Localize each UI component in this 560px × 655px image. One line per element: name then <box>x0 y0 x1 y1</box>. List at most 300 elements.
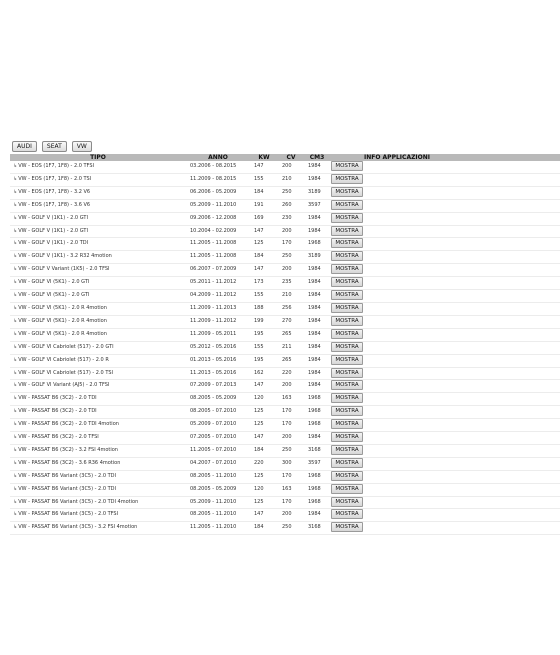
tipo-text: VW - GOLF VI (5K1) - 2.0 R 4motion <box>18 304 107 311</box>
vehicle-table <box>10 154 560 535</box>
cell-kw: 184 <box>250 186 278 199</box>
cell-info <box>330 432 560 445</box>
cell-info <box>330 251 560 264</box>
cell-cv: 200 <box>278 161 304 173</box>
cell-cv: 250 <box>278 522 304 535</box>
tipo-text: VW - PASSAT B6 Variant (3C5) - 2.0 TDI <box>18 485 116 492</box>
cell-cm3: 1968 <box>304 470 330 483</box>
cell-kw: 184 <box>250 522 278 535</box>
cell-cm3: 1984 <box>304 432 330 445</box>
arrow-icon: ↳ <box>13 292 18 299</box>
cell-cm3: 1984 <box>304 315 330 328</box>
arrow-icon: ↳ <box>13 214 18 221</box>
cell-kw: 125 <box>250 238 278 251</box>
arrow-icon: ↳ <box>13 511 18 518</box>
table-row <box>10 173 560 186</box>
cell-tipo <box>10 264 186 277</box>
tipo-text: VW - EOS (1F7, 1F8) - 3.2 V6 <box>18 188 91 195</box>
brand-button-audi[interactable]: AUDI <box>12 141 37 152</box>
header-tipo: TIPO <box>10 154 186 161</box>
cell-cm3: 1984 <box>304 225 330 238</box>
cell-anno: 09.2006 - 12.2008 <box>186 212 250 225</box>
tipo-text: VW - PASSAT B6 (3C2) - 3.2 FSI 4motion <box>18 446 118 453</box>
cell-kw: 191 <box>250 199 278 212</box>
tipo-text: VW - GOLF VI Cabriolet (517) - 2.0 GTI <box>18 343 114 350</box>
arrow-icon: ↳ <box>13 343 18 350</box>
cell-info <box>330 315 560 328</box>
mostra-button[interactable]: MOSTRA <box>331 368 363 378</box>
cell-info <box>330 496 560 509</box>
cell-cv: 265 <box>278 354 304 367</box>
mostra-button[interactable]: MOSTRA <box>331 200 363 210</box>
cell-cv: 256 <box>278 302 304 315</box>
mostra-button[interactable]: MOSTRA <box>331 264 363 274</box>
cell-cm3: 1984 <box>304 264 330 277</box>
arrow-icon: ↳ <box>13 434 18 441</box>
table-row <box>10 161 560 173</box>
cell-cm3: 3189 <box>304 251 330 264</box>
cell-tipo <box>10 302 186 315</box>
mostra-button[interactable]: MOSTRA <box>331 522 363 532</box>
cell-cm3: 1984 <box>304 354 330 367</box>
cell-kw: 147 <box>250 225 278 238</box>
cell-kw: 173 <box>250 277 278 290</box>
cell-tipo <box>10 341 186 354</box>
cell-kw: 120 <box>250 393 278 406</box>
cell-info <box>330 393 560 406</box>
page-content <box>0 141 560 535</box>
cell-anno: 07.2009 - 07.2013 <box>186 380 250 393</box>
cell-cv: 250 <box>278 444 304 457</box>
cell-cv: 200 <box>278 509 304 522</box>
cell-anno: 08.2005 - 11.2010 <box>186 509 250 522</box>
arrow-icon: ↳ <box>13 227 18 234</box>
mostra-button[interactable]: MOSTRA <box>331 251 363 261</box>
cell-cm3: 3189 <box>304 186 330 199</box>
cell-kw: 220 <box>250 457 278 470</box>
table-row <box>10 419 560 432</box>
mostra-button[interactable]: MOSTRA <box>331 303 363 313</box>
table-row <box>10 483 560 496</box>
mostra-button[interactable]: MOSTRA <box>331 342 363 352</box>
cell-cm3: 1984 <box>304 328 330 341</box>
arrow-icon: ↳ <box>13 459 18 466</box>
cell-cm3: 1984 <box>304 161 330 173</box>
cell-cv: 200 <box>278 225 304 238</box>
tipo-text: VW - PASSAT B6 Variant (3C5) - 3.2 FSI 4motion <box>18 524 138 531</box>
cell-tipo <box>10 354 186 367</box>
mostra-button[interactable]: MOSTRA <box>331 509 363 519</box>
table-row <box>10 341 560 354</box>
cell-info <box>330 380 560 393</box>
table-row <box>10 212 560 225</box>
cell-kw: 155 <box>250 341 278 354</box>
cell-cm3: 3168 <box>304 444 330 457</box>
cell-cv: 250 <box>278 186 304 199</box>
arrow-icon: ↳ <box>13 472 18 479</box>
cell-info <box>330 302 560 315</box>
tipo-text: VW - GOLF VI (5K1) - 2.0 R 4motion <box>18 317 107 324</box>
cell-kw: 125 <box>250 470 278 483</box>
cell-cm3: 1984 <box>304 290 330 303</box>
cell-cm3: 1984 <box>304 302 330 315</box>
mostra-button[interactable]: MOSTRA <box>331 329 363 339</box>
arrow-icon: ↳ <box>13 408 18 415</box>
cell-cv: 235 <box>278 277 304 290</box>
cell-cv: 250 <box>278 251 304 264</box>
table-body <box>10 161 560 535</box>
mostra-button[interactable]: MOSTRA <box>331 161 363 171</box>
mostra-button[interactable]: MOSTRA <box>331 238 363 248</box>
cell-cv: 260 <box>278 199 304 212</box>
cell-kw: 147 <box>250 432 278 445</box>
cell-anno: 03.2006 - 08.2015 <box>186 161 250 173</box>
cell-anno: 11.2005 - 07.2010 <box>186 444 250 457</box>
cell-kw: 155 <box>250 290 278 303</box>
cell-kw: 125 <box>250 419 278 432</box>
cell-info <box>330 238 560 251</box>
arrow-icon: ↳ <box>13 421 18 428</box>
table-row <box>10 290 560 303</box>
tipo-text: VW - PASSAT B6 (3C2) - 3.6 R36 4motion <box>18 459 121 466</box>
cell-cm3: 1984 <box>304 367 330 380</box>
cell-info <box>330 277 560 290</box>
brand-button-seat[interactable]: SEAT <box>42 141 67 152</box>
cell-cv: 210 <box>278 290 304 303</box>
mostra-button[interactable]: MOSTRA <box>331 277 363 287</box>
cell-kw: 199 <box>250 315 278 328</box>
cell-cm3: 3597 <box>304 199 330 212</box>
table-row <box>10 367 560 380</box>
cell-cm3: 3168 <box>304 522 330 535</box>
cell-kw: 188 <box>250 302 278 315</box>
cell-cm3: 1984 <box>304 277 330 290</box>
cell-cv: 170 <box>278 496 304 509</box>
mostra-button[interactable]: MOSTRA <box>331 187 363 197</box>
cell-cv: 270 <box>278 315 304 328</box>
cell-tipo <box>10 212 186 225</box>
cell-info <box>330 212 560 225</box>
mostra-button[interactable]: MOSTRA <box>331 174 363 184</box>
table-row <box>10 264 560 277</box>
cell-info <box>330 483 560 496</box>
mostra-button[interactable]: MOSTRA <box>331 484 363 494</box>
table-row <box>10 432 560 445</box>
cell-tipo <box>10 483 186 496</box>
cell-anno: 11.2005 - 11.2008 <box>186 251 250 264</box>
cell-anno: 11.2009 - 11.2012 <box>186 315 250 328</box>
tipo-text: VW - GOLF VI (5K1) - 2.0 GTI <box>18 279 90 286</box>
arrow-icon: ↳ <box>13 524 18 531</box>
tipo-text: VW - EOS (1F7, 1F8) - 2.0 TFSI <box>18 163 94 169</box>
cell-tipo <box>10 380 186 393</box>
table-row <box>10 444 560 457</box>
cell-cv: 265 <box>278 328 304 341</box>
cell-cv: 211 <box>278 341 304 354</box>
cell-tipo <box>10 238 186 251</box>
cell-cm3: 1984 <box>304 509 330 522</box>
tipo-text: VW - PASSAT B6 (3C2) - 2.0 TDI <box>18 408 97 415</box>
cell-tipo <box>10 522 186 535</box>
cell-kw: 147 <box>250 509 278 522</box>
mostra-button[interactable]: MOSTRA <box>331 316 363 326</box>
cell-kw: 184 <box>250 251 278 264</box>
cell-info <box>330 457 560 470</box>
tipo-text: VW - GOLF VI Variant (AJ5) - 2.0 TFSI <box>18 382 110 389</box>
cell-cv: 200 <box>278 380 304 393</box>
cell-info <box>330 264 560 277</box>
cell-cm3: 1968 <box>304 419 330 432</box>
cell-kw: 162 <box>250 367 278 380</box>
cell-tipo <box>10 199 186 212</box>
cell-anno: 05.2009 - 07.2010 <box>186 419 250 432</box>
arrow-icon: ↳ <box>13 304 18 311</box>
cell-anno: 10.2004 - 02.2009 <box>186 225 250 238</box>
table-row <box>10 186 560 199</box>
cell-cm3: 1968 <box>304 496 330 509</box>
cell-anno: 05.2009 - 11.2010 <box>186 199 250 212</box>
arrow-icon: ↳ <box>13 382 18 389</box>
cell-info <box>330 161 560 173</box>
mostra-button[interactable]: MOSTRA <box>331 355 363 365</box>
mostra-button[interactable]: MOSTRA <box>331 497 363 507</box>
cell-tipo <box>10 225 186 238</box>
table-row <box>10 302 560 315</box>
arrow-icon: ↳ <box>13 253 18 260</box>
cell-anno: 11.2009 - 08.2015 <box>186 173 250 186</box>
tipo-text: VW - GOLF VI Cabriolet (517) - 2.0 TSI <box>18 369 114 376</box>
header-info: INFO APPLICAZIONI <box>330 154 560 161</box>
table-row <box>10 457 560 470</box>
cell-anno: 11.2013 - 05.2016 <box>186 367 250 380</box>
arrow-icon: ↳ <box>13 279 18 286</box>
cell-anno: 01.2013 - 05.2016 <box>186 354 250 367</box>
tipo-text: VW - EOS (1F7, 1F8) - 3.6 V6 <box>18 201 91 208</box>
cell-tipo <box>10 367 186 380</box>
cell-anno: 04.2007 - 07.2010 <box>186 457 250 470</box>
arrow-icon: ↳ <box>13 163 18 169</box>
mostra-button[interactable]: MOSTRA <box>331 393 363 403</box>
mostra-button[interactable]: MOSTRA <box>331 380 363 390</box>
cell-cv: 170 <box>278 419 304 432</box>
cell-anno: 04.2009 - 11.2012 <box>186 290 250 303</box>
tipo-text: VW - GOLF VI (5K1) - 2.0 GTI <box>18 292 90 299</box>
cell-info <box>330 225 560 238</box>
cell-anno: 07.2005 - 07.2010 <box>186 432 250 445</box>
cell-info <box>330 522 560 535</box>
cell-info <box>330 354 560 367</box>
cell-cv: 200 <box>278 432 304 445</box>
table-row <box>10 470 560 483</box>
cell-tipo <box>10 509 186 522</box>
cell-tipo <box>10 186 186 199</box>
cell-anno: 08.2005 - 05.2009 <box>186 483 250 496</box>
tipo-text: VW - PASSAT B6 Variant (3C5) - 2.0 TFSI <box>18 511 119 518</box>
table-row <box>10 354 560 367</box>
cell-kw: 155 <box>250 173 278 186</box>
cell-cv: 220 <box>278 367 304 380</box>
arrow-icon: ↳ <box>13 356 18 363</box>
brand-filter-bar <box>0 141 560 154</box>
tipo-text: VW - GOLF V (1K1) - 2.0 GTI <box>18 214 88 221</box>
arrow-icon: ↳ <box>13 446 18 453</box>
cell-anno: 11.2009 - 05.2011 <box>186 328 250 341</box>
arrow-icon: ↳ <box>13 317 18 324</box>
cell-info <box>330 290 560 303</box>
cell-tipo <box>10 457 186 470</box>
cell-tipo <box>10 470 186 483</box>
mostra-button[interactable]: MOSTRA <box>331 419 363 429</box>
tipo-text: VW - GOLF V (1K1) - 2.0 TDI <box>18 240 89 247</box>
table-row <box>10 199 560 212</box>
table-row <box>10 522 560 535</box>
cell-kw: 125 <box>250 406 278 419</box>
tipo-text: VW - GOLF V Variant (1K5) - 2.0 TFSI <box>18 266 110 273</box>
cell-kw: 195 <box>250 354 278 367</box>
arrow-icon: ↳ <box>13 175 18 182</box>
cell-cv: 230 <box>278 212 304 225</box>
arrow-icon: ↳ <box>13 201 18 208</box>
arrow-icon: ↳ <box>13 498 18 505</box>
tipo-text: VW - PASSAT B6 (3C2) - 2.0 TDI 4motion <box>18 421 119 428</box>
cell-cm3: 1984 <box>304 173 330 186</box>
cell-anno: 06.2006 - 05.2009 <box>186 186 250 199</box>
cell-anno: 05.2009 - 11.2010 <box>186 496 250 509</box>
table-header-row <box>10 154 560 161</box>
cell-anno: 08.2005 - 05.2009 <box>186 393 250 406</box>
tipo-text: VW - GOLF VI (5K1) - 2.0 R 4motion <box>18 330 107 337</box>
cell-kw: 147 <box>250 380 278 393</box>
cell-tipo <box>10 315 186 328</box>
cell-info <box>330 199 560 212</box>
table-row <box>10 509 560 522</box>
cell-anno: 08.2005 - 11.2010 <box>186 470 250 483</box>
cell-info <box>330 173 560 186</box>
cell-anno: 11.2005 - 11.2008 <box>186 238 250 251</box>
cell-anno: 05.2012 - 05.2016 <box>186 341 250 354</box>
cell-anno: 06.2007 - 07.2009 <box>186 264 250 277</box>
cell-tipo <box>10 328 186 341</box>
cell-info <box>330 444 560 457</box>
table-row <box>10 380 560 393</box>
cell-kw: 147 <box>250 161 278 173</box>
header-cm3: CM3 <box>304 154 330 161</box>
cell-cm3: 3597 <box>304 457 330 470</box>
cell-cv: 163 <box>278 393 304 406</box>
arrow-icon: ↳ <box>13 240 18 247</box>
tipo-text: VW - GOLF VI Cabriolet (517) - 2.0 R <box>18 356 109 363</box>
cell-info <box>330 406 560 419</box>
tipo-text: VW - EOS (1F7, 1F8) - 2.0 TSI <box>18 175 92 182</box>
cell-info <box>330 341 560 354</box>
cell-kw: 147 <box>250 264 278 277</box>
cell-cm3: 1984 <box>304 212 330 225</box>
cell-anno: 11.2005 - 11.2010 <box>186 522 250 535</box>
table-row <box>10 315 560 328</box>
cell-anno: 11.2009 - 11.2013 <box>186 302 250 315</box>
cell-tipo <box>10 444 186 457</box>
cell-cv: 163 <box>278 483 304 496</box>
cell-info <box>330 419 560 432</box>
table-row <box>10 225 560 238</box>
mostra-button[interactable]: MOSTRA <box>331 445 363 455</box>
tipo-text: VW - PASSAT B6 (3C2) - 2.0 TFSI <box>18 434 99 441</box>
header-anno: ANNO <box>186 154 250 161</box>
arrow-icon: ↳ <box>13 330 18 337</box>
cell-cm3: 1968 <box>304 393 330 406</box>
tipo-text: VW - GOLF V (1K1) - 3.2 R32 4motion <box>18 253 112 260</box>
header-kw: KW <box>250 154 278 161</box>
cell-cv: 210 <box>278 173 304 186</box>
arrow-icon: ↳ <box>13 266 18 273</box>
cell-cv: 170 <box>278 238 304 251</box>
brand-button-vw[interactable]: VW <box>72 141 92 152</box>
mostra-button[interactable]: MOSTRA <box>331 226 363 236</box>
arrow-icon: ↳ <box>13 188 18 195</box>
table-row <box>10 393 560 406</box>
cell-tipo <box>10 173 186 186</box>
table-row <box>10 251 560 264</box>
cell-cm3: 1984 <box>304 380 330 393</box>
table-row <box>10 277 560 290</box>
cell-cv: 170 <box>278 470 304 483</box>
tipo-text: VW - GOLF V (1K1) - 2.0 GTI <box>18 227 88 234</box>
table-row <box>10 406 560 419</box>
cell-tipo <box>10 419 186 432</box>
table-row <box>10 328 560 341</box>
cell-info <box>330 186 560 199</box>
header-cv: CV <box>278 154 304 161</box>
tipo-text: VW - PASSAT B6 Variant (3C5) - 2.0 TDI <box>18 472 116 479</box>
cell-info <box>330 367 560 380</box>
cell-tipo <box>10 406 186 419</box>
cell-tipo <box>10 496 186 509</box>
cell-tipo <box>10 277 186 290</box>
table-row <box>10 496 560 509</box>
arrow-icon: ↳ <box>13 369 18 376</box>
mostra-button[interactable]: MOSTRA <box>331 432 363 442</box>
cell-tipo <box>10 251 186 264</box>
cell-kw: 125 <box>250 496 278 509</box>
cell-cm3: 1968 <box>304 406 330 419</box>
cell-cv: 200 <box>278 264 304 277</box>
cell-tipo <box>10 393 186 406</box>
cell-kw: 195 <box>250 328 278 341</box>
cell-kw: 184 <box>250 444 278 457</box>
cell-info <box>330 509 560 522</box>
mostra-button[interactable]: MOSTRA <box>331 213 363 223</box>
mostra-button[interactable]: MOSTRA <box>331 471 363 481</box>
cell-cv: 300 <box>278 457 304 470</box>
arrow-icon: ↳ <box>13 485 18 492</box>
mostra-button[interactable]: MOSTRA <box>331 290 363 300</box>
cell-anno: 08.2005 - 07.2010 <box>186 406 250 419</box>
cell-cm3: 1984 <box>304 341 330 354</box>
arrow-icon: ↳ <box>13 395 18 402</box>
cell-cv: 170 <box>278 406 304 419</box>
cell-info <box>330 470 560 483</box>
cell-info <box>330 328 560 341</box>
cell-tipo <box>10 432 186 445</box>
tipo-text: VW - PASSAT B6 Variant (3C5) - 2.0 TDI 4motion <box>18 498 139 505</box>
tipo-text: VW - PASSAT B6 (3C2) - 2.0 TDI <box>18 395 97 402</box>
cell-tipo <box>10 161 186 173</box>
cell-anno: 05.2011 - 11.2012 <box>186 277 250 290</box>
cell-kw: 169 <box>250 212 278 225</box>
mostra-button[interactable]: MOSTRA <box>331 406 363 416</box>
mostra-button[interactable]: MOSTRA <box>331 458 363 468</box>
cell-cm3: 1968 <box>304 483 330 496</box>
